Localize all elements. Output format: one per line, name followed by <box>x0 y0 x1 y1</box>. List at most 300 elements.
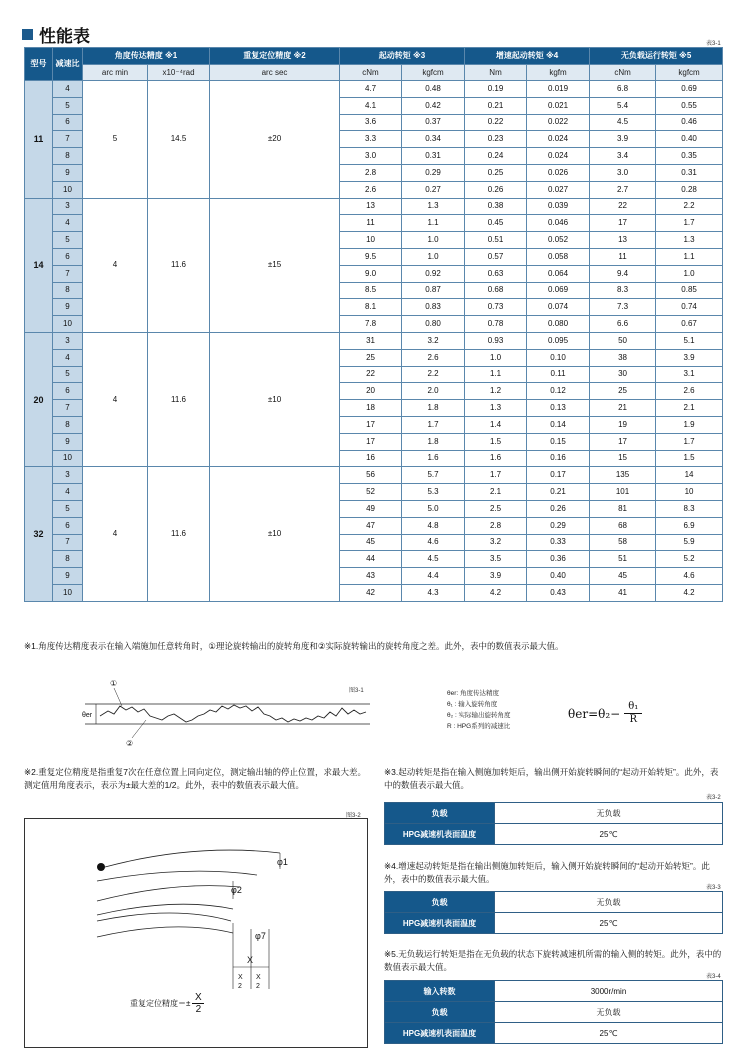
value-cell: 81 <box>590 500 656 517</box>
value-cell: 8.3 <box>656 500 723 517</box>
value-cell: 1.1 <box>465 366 527 383</box>
value-cell: 1.0 <box>402 248 465 265</box>
header-ratio: 减速比 <box>53 48 83 81</box>
ratio-cell: 10 <box>53 181 83 198</box>
value-cell: 0.11 <box>527 366 590 383</box>
ratio-cell: 8 <box>53 551 83 568</box>
value-cell: 3.4 <box>590 148 656 165</box>
value-cell: 1.6 <box>402 450 465 467</box>
value-cell: 0.73 <box>465 299 527 316</box>
value-cell: 1.4 <box>465 416 527 433</box>
value-cell: 4.2 <box>656 584 723 601</box>
value-cell: 47 <box>340 517 402 534</box>
value-cell: 0.36 <box>527 551 590 568</box>
value-cell: 19 <box>590 416 656 433</box>
ratio-cell: 8 <box>53 148 83 165</box>
value-cell: 0.83 <box>402 299 465 316</box>
value-cell: 68 <box>590 517 656 534</box>
value-cell: 25 <box>340 349 402 366</box>
value-cell: 0.69 <box>656 81 723 98</box>
title-text: 性能表 <box>39 27 90 46</box>
value-cell: 17 <box>590 215 656 232</box>
header-angle-accuracy: 角度传达精度 ※1 <box>83 48 210 65</box>
ratio-cell: 3 <box>53 332 83 349</box>
fig2-half-den-a: 2 <box>238 983 242 990</box>
value-cell: 0.43 <box>527 584 590 601</box>
value-cell: 4.6 <box>656 568 723 585</box>
value-cell: 0.064 <box>527 265 590 282</box>
fig2-half-num-a: X <box>238 974 243 981</box>
value-cell: 3.0 <box>340 148 402 165</box>
value-cell: 0.51 <box>465 232 527 249</box>
fig-ref-3-1: 图3-1 <box>349 688 364 694</box>
value-cell: 4.2 <box>465 584 527 601</box>
value-cell: 4.6 <box>402 534 465 551</box>
formula-denominator: R <box>629 714 637 725</box>
unit-cell: kgfm <box>527 65 590 81</box>
cond-value: 3000r/min <box>495 981 723 1002</box>
ratio-cell: 4 <box>53 349 83 366</box>
value-cell: 1.5 <box>656 450 723 467</box>
ratio-cell: 7 <box>53 265 83 282</box>
legend-line: R : HPG系列的减速比 <box>447 723 511 730</box>
value-cell: 0.63 <box>465 265 527 282</box>
table-row <box>25 467 723 484</box>
note-3: ※3.起动转矩是指在输入侧施加转矩后，输出侧开始旋转瞬间的“起动开始转矩”。此外，表中的数值表示最大值。 <box>384 767 719 790</box>
value-cell: 0.19 <box>465 81 527 98</box>
value-cell: 9.0 <box>340 265 402 282</box>
value-cell: 0.069 <box>527 282 590 299</box>
value-cell: 0.46 <box>656 114 723 131</box>
fig2-phi1: φ1 <box>277 857 288 867</box>
title-square-icon <box>22 29 33 40</box>
value-cell: 0.31 <box>402 148 465 165</box>
value-cell: 0.85 <box>656 282 723 299</box>
start-point-icon <box>97 863 105 871</box>
page-title <box>22 22 90 47</box>
value-cell: 0.026 <box>527 164 590 181</box>
value-cell: 0.33 <box>527 534 590 551</box>
value-cell: 3.5 <box>465 551 527 568</box>
value-cell: 1.9 <box>656 416 723 433</box>
formula-left: θer=θ₂− <box>568 706 621 721</box>
table-ref-3-4: 表3-4 <box>706 974 721 980</box>
figure-3-1 <box>80 676 380 756</box>
value-cell: 41 <box>590 584 656 601</box>
performance-table <box>24 47 723 602</box>
value-cell: 45 <box>340 534 402 551</box>
ratio-cell: 4 <box>53 484 83 501</box>
value-cell: 0.058 <box>527 248 590 265</box>
model-cell: 11 <box>25 81 53 199</box>
value-cell: 2.5 <box>465 500 527 517</box>
angle-error-diagram <box>80 676 380 756</box>
value-cell: 0.021 <box>527 97 590 114</box>
value-cell: 8.1 <box>340 299 402 316</box>
value-cell: 0.046 <box>527 215 590 232</box>
value-cell: 1.3 <box>656 232 723 249</box>
value-cell: 2.8 <box>465 517 527 534</box>
value-cell: 1.5 <box>465 433 527 450</box>
value-cell: 13 <box>340 198 402 215</box>
unit-cell: arc min <box>83 65 148 81</box>
value-cell: 11 <box>340 215 402 232</box>
value-cell: 0.12 <box>527 383 590 400</box>
value-cell: 0.080 <box>527 316 590 333</box>
value-cell: 3.9 <box>590 131 656 148</box>
header-model: 型号 <box>25 48 53 81</box>
cond-label: 负载 <box>385 1002 495 1023</box>
angle-arcmin-cell: 4 <box>83 467 148 601</box>
value-cell: 4.5 <box>402 551 465 568</box>
value-cell: 0.31 <box>656 164 723 181</box>
header-backdrive-torque: 增速起动转矩 ※4 <box>465 48 590 65</box>
value-cell: 0.38 <box>465 198 527 215</box>
ratio-cell: 7 <box>53 131 83 148</box>
ratio-cell: 7 <box>53 534 83 551</box>
angle-rad-cell: 14.5 <box>148 81 210 199</box>
value-cell: 0.22 <box>465 114 527 131</box>
ratio-cell: 8 <box>53 416 83 433</box>
cond-value: 无负载 <box>495 803 723 824</box>
fig1-legend <box>447 688 511 732</box>
value-cell: 45 <box>590 568 656 585</box>
table-ref-3-2: 表3-2 <box>706 795 721 801</box>
value-cell: 1.7 <box>656 433 723 450</box>
cond-label: 输入转数 <box>385 981 495 1002</box>
value-cell: 52 <box>340 484 402 501</box>
ratio-cell: 6 <box>53 114 83 131</box>
value-cell: 0.80 <box>402 316 465 333</box>
value-cell: 4.4 <box>402 568 465 585</box>
value-cell: 43 <box>340 568 402 585</box>
ratio-cell: 9 <box>53 568 83 585</box>
value-cell: 38 <box>590 349 656 366</box>
cond-label: HPG减速机表面温度 <box>385 1023 495 1044</box>
value-cell: 5.7 <box>402 467 465 484</box>
header-repeat-accuracy: 重复定位精度 ※2 <box>210 48 340 65</box>
unit-cell: arc sec <box>210 65 340 81</box>
value-cell: 3.0 <box>590 164 656 181</box>
note-5: ※5.无负载运行转矩是指在无负载的状态下旋转减速机所需的输入侧的转矩。此外，表中的数值表示最大值。 <box>384 949 722 972</box>
value-cell: 4.8 <box>402 517 465 534</box>
table-row <box>25 198 723 215</box>
value-cell: 0.74 <box>656 299 723 316</box>
value-cell: 0.052 <box>527 232 590 249</box>
value-cell: 2.2 <box>656 198 723 215</box>
value-cell: 0.024 <box>527 131 590 148</box>
value-cell: 2.0 <box>402 383 465 400</box>
fig1-theta-label: θer <box>82 712 93 719</box>
value-cell: 0.26 <box>527 500 590 517</box>
value-cell: 3.2 <box>465 534 527 551</box>
value-cell: 17 <box>340 416 402 433</box>
ratio-cell: 10 <box>53 584 83 601</box>
formula-numerator: θ₁ <box>628 701 639 712</box>
value-cell: 13 <box>590 232 656 249</box>
value-cell: 1.7 <box>465 467 527 484</box>
value-cell: 20 <box>340 383 402 400</box>
unit-cell: kgfcm <box>402 65 465 81</box>
cond-label: 负载 <box>385 892 495 913</box>
value-cell: 1.0 <box>465 349 527 366</box>
value-cell: 1.2 <box>465 383 527 400</box>
value-cell: 0.87 <box>402 282 465 299</box>
value-cell: 0.21 <box>527 484 590 501</box>
table-3-2 <box>384 802 723 845</box>
value-cell: 0.42 <box>402 97 465 114</box>
value-cell: 0.25 <box>465 164 527 181</box>
cond-label: HPG减速机表面温度 <box>385 824 495 845</box>
value-cell: 3.9 <box>656 349 723 366</box>
ratio-cell: 4 <box>53 215 83 232</box>
repeat-arcsec-cell: ±10 <box>210 467 340 601</box>
ratio-cell: 6 <box>53 517 83 534</box>
value-cell: 21 <box>590 400 656 417</box>
value-cell: 0.48 <box>402 81 465 98</box>
value-cell: 1.8 <box>402 433 465 450</box>
value-cell: 4.1 <box>340 97 402 114</box>
value-cell: 11 <box>590 248 656 265</box>
ratio-cell: 7 <box>53 400 83 417</box>
model-cell: 20 <box>25 332 53 466</box>
cond-value: 25℃ <box>495 1023 723 1044</box>
value-cell: 1.1 <box>656 248 723 265</box>
value-cell: 6.9 <box>656 517 723 534</box>
value-cell: 10 <box>340 232 402 249</box>
fig2-phi7: φ7 <box>255 931 266 941</box>
fig2-formula-num: X <box>195 992 202 1003</box>
value-cell: 1.0 <box>656 265 723 282</box>
cond-label: 负载 <box>385 803 495 824</box>
fig1-mark-2: ② <box>126 739 134 748</box>
value-cell: 3.3 <box>340 131 402 148</box>
value-cell: 0.45 <box>465 215 527 232</box>
value-cell: 0.13 <box>527 400 590 417</box>
ratio-cell: 9 <box>53 164 83 181</box>
value-cell: 0.23 <box>465 131 527 148</box>
value-cell: 0.16 <box>527 450 590 467</box>
value-cell: 135 <box>590 467 656 484</box>
repeat-arcsec-cell: ±20 <box>210 81 340 199</box>
unit-cell: Nm <box>465 65 527 81</box>
value-cell: 42 <box>340 584 402 601</box>
fig1-formula <box>568 701 642 726</box>
value-cell: 22 <box>340 366 402 383</box>
value-cell: 101 <box>590 484 656 501</box>
table-row <box>25 81 723 98</box>
value-cell: 0.34 <box>402 131 465 148</box>
value-cell: 0.40 <box>527 568 590 585</box>
angle-rad-cell: 11.6 <box>148 332 210 466</box>
value-cell: 1.3 <box>402 198 465 215</box>
value-cell: 0.67 <box>656 316 723 333</box>
value-cell: 2.2 <box>402 366 465 383</box>
value-cell: 0.29 <box>402 164 465 181</box>
value-cell: 1.3 <box>465 400 527 417</box>
angle-arcmin-cell: 4 <box>83 198 148 332</box>
value-cell: 50 <box>590 332 656 349</box>
value-cell: 58 <box>590 534 656 551</box>
value-cell: 1.1 <box>402 215 465 232</box>
value-cell: 25 <box>590 383 656 400</box>
header-noload-torque: 无负载运行转矩 ※5 <box>590 48 723 65</box>
value-cell: 18 <box>340 400 402 417</box>
value-cell: 1.7 <box>402 416 465 433</box>
fig2-formula-den: 2 <box>195 1004 202 1015</box>
angle-rad-cell: 11.6 <box>148 467 210 601</box>
value-cell: 0.024 <box>527 148 590 165</box>
value-cell: 49 <box>340 500 402 517</box>
value-cell: 2.7 <box>590 181 656 198</box>
value-cell: 51 <box>590 551 656 568</box>
value-cell: 0.17 <box>527 467 590 484</box>
value-cell: 0.57 <box>465 248 527 265</box>
value-cell: 8.3 <box>590 282 656 299</box>
value-cell: 0.027 <box>527 181 590 198</box>
value-cell: 1.8 <box>402 400 465 417</box>
fig2-phi2: φ2 <box>231 885 242 895</box>
value-cell: 0.28 <box>656 181 723 198</box>
value-cell: 5.4 <box>590 97 656 114</box>
value-cell: 7.8 <box>340 316 402 333</box>
value-cell: 5.1 <box>656 332 723 349</box>
value-cell: 0.019 <box>527 81 590 98</box>
value-cell: 3.9 <box>465 568 527 585</box>
ratio-cell: 3 <box>53 198 83 215</box>
value-cell: 0.35 <box>656 148 723 165</box>
table-3-4 <box>384 980 723 1044</box>
value-cell: 1.0 <box>402 232 465 249</box>
legend-line: θ₁ : 输入旋转角度 <box>447 701 498 708</box>
repeat-arcsec-cell: ±10 <box>210 332 340 466</box>
value-cell: 0.78 <box>465 316 527 333</box>
value-cell: 9.4 <box>590 265 656 282</box>
legend-line: θer: 角度传达精度 <box>447 690 500 697</box>
unit-cell: x10⁻⁴rad <box>148 65 210 81</box>
value-cell: 16 <box>340 450 402 467</box>
ratio-cell: 5 <box>53 97 83 114</box>
value-cell: 3.1 <box>656 366 723 383</box>
value-cell: 0.26 <box>465 181 527 198</box>
cond-value: 无负载 <box>495 892 723 913</box>
fig2-x-label: X <box>247 955 254 965</box>
value-cell: 1.7 <box>656 215 723 232</box>
ratio-cell: 10 <box>53 316 83 333</box>
table-ref-3-1: 表3-1 <box>706 41 721 47</box>
value-cell: 0.93 <box>465 332 527 349</box>
fig1-mark-1: ① <box>110 679 118 688</box>
value-cell: 10 <box>656 484 723 501</box>
value-cell: 0.55 <box>656 97 723 114</box>
value-cell: 0.14 <box>527 416 590 433</box>
value-cell: 0.022 <box>527 114 590 131</box>
value-cell: 17 <box>340 433 402 450</box>
value-cell: 8.5 <box>340 282 402 299</box>
value-cell: 4.7 <box>340 81 402 98</box>
value-cell: 0.40 <box>656 131 723 148</box>
value-cell: 5.3 <box>402 484 465 501</box>
value-cell: 4.3 <box>402 584 465 601</box>
fig2-half-num-b: X <box>256 974 261 981</box>
value-cell: 0.21 <box>465 97 527 114</box>
unit-cell: cNm <box>590 65 656 81</box>
value-cell: 1.6 <box>465 450 527 467</box>
value-cell: 5.0 <box>402 500 465 517</box>
legend-line: θ₂ : 实际输出旋转角度 <box>447 712 511 719</box>
table-ref-3-3: 表3-3 <box>706 885 721 891</box>
table-row <box>25 332 723 349</box>
value-cell: 15 <box>590 450 656 467</box>
unit-cell: kgfcm <box>656 65 723 81</box>
value-cell: 0.095 <box>527 332 590 349</box>
cond-label: HPG减速机表面温度 <box>385 913 495 934</box>
angle-rad-cell: 11.6 <box>148 198 210 332</box>
value-cell: 3.6 <box>340 114 402 131</box>
value-cell: 31 <box>340 332 402 349</box>
value-cell: 0.92 <box>402 265 465 282</box>
angle-arcmin-cell: 4 <box>83 332 148 466</box>
cond-value: 无负载 <box>495 1002 723 1023</box>
repeat-arcsec-cell: ±15 <box>210 198 340 332</box>
ratio-cell: 8 <box>53 282 83 299</box>
value-cell: 4.5 <box>590 114 656 131</box>
value-cell: 0.074 <box>527 299 590 316</box>
note-2: ※2.重复定位精度是指重复7次在任意位置上同向定位，测定输出轴的停止位置，求最大差。测定值用角度表示，表示为±最大差的1/2。此外，表中的数值表示最大值。 <box>24 767 366 790</box>
value-cell: 17 <box>590 433 656 450</box>
value-cell: 2.1 <box>465 484 527 501</box>
ratio-cell: 5 <box>53 232 83 249</box>
value-cell: 0.29 <box>527 517 590 534</box>
value-cell: 6.6 <box>590 316 656 333</box>
value-cell: 44 <box>340 551 402 568</box>
angle-arcmin-cell: 5 <box>83 81 148 199</box>
value-cell: 5.9 <box>656 534 723 551</box>
value-cell: 0.10 <box>527 349 590 366</box>
table-3-3 <box>384 891 723 934</box>
fig2-formula <box>130 992 204 1015</box>
value-cell: 2.6 <box>340 181 402 198</box>
header-start-torque: 起动转矩 ※3 <box>340 48 465 65</box>
ratio-cell: 4 <box>53 81 83 98</box>
note-4: ※4.增速起动转矩是指在输出侧施加转矩后，输入侧开始旋转瞬间的“起动开始转矩”。此外，表中的数值表示最大值。 <box>384 861 710 884</box>
value-cell: 6.8 <box>590 81 656 98</box>
value-cell: 7.3 <box>590 299 656 316</box>
value-cell: 2.1 <box>656 400 723 417</box>
value-cell: 2.8 <box>340 164 402 181</box>
value-cell: 9.5 <box>340 248 402 265</box>
ratio-cell: 5 <box>53 500 83 517</box>
fig2-half-den-b: 2 <box>256 983 260 990</box>
ratio-cell: 6 <box>53 248 83 265</box>
value-cell: 22 <box>590 198 656 215</box>
value-cell: 14 <box>656 467 723 484</box>
value-cell: 30 <box>590 366 656 383</box>
value-cell: 2.6 <box>656 383 723 400</box>
cond-value: 25℃ <box>495 824 723 845</box>
value-cell: 0.039 <box>527 198 590 215</box>
fig-ref-3-2: 图3-2 <box>346 813 361 819</box>
value-cell: 5.2 <box>656 551 723 568</box>
fig2-formula-label: 重复定位精度＝± <box>130 999 191 1008</box>
value-cell: 3.2 <box>402 332 465 349</box>
value-cell: 0.27 <box>402 181 465 198</box>
value-cell: 0.37 <box>402 114 465 131</box>
cond-value: 25℃ <box>495 913 723 934</box>
ratio-cell: 3 <box>53 467 83 484</box>
note-1: ※1.角度传达精度表示在输入端施加任意转角时，①理论旋转输出的旋转角度和②实际旋转输出的旋转角度之差。此外，表中的数值表示最大值。 <box>24 641 564 651</box>
ratio-cell: 9 <box>53 299 83 316</box>
